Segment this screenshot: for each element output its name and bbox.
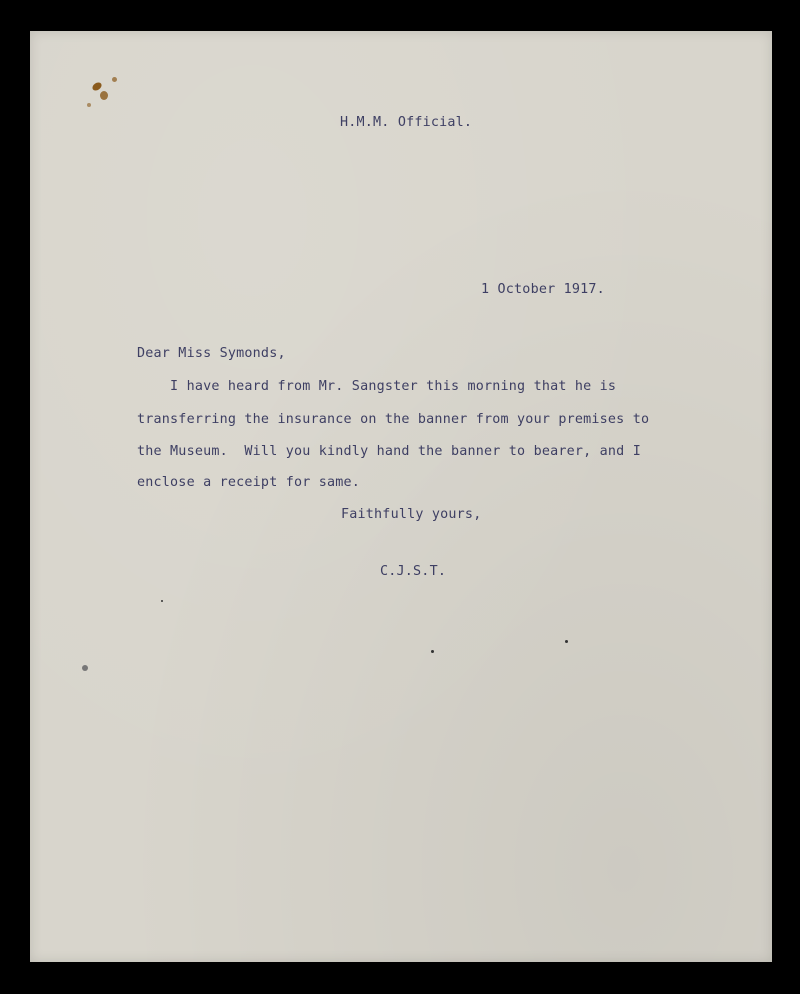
body-line: enclose a receipt for same.: [137, 475, 361, 490]
body-line: transferring the insurance on the banner from your premises to: [137, 412, 650, 427]
paper-speck: [431, 650, 434, 653]
rust-stain: [100, 91, 108, 100]
body-line: I have heard from Mr. Sangster this morning that he is: [137, 379, 617, 394]
closing: Faithfully yours,: [341, 507, 482, 522]
body-line: the Museum. Will you kindly hand the banner to bearer, and I: [137, 444, 641, 459]
letter-date: 1 October 1917.: [481, 282, 605, 297]
paper-speck: [82, 665, 88, 671]
rust-stain: [112, 77, 117, 82]
signature-initials: C.J.S.T.: [380, 564, 447, 579]
paper-speck: [161, 600, 163, 602]
salutation: Dear Miss Symonds,: [137, 346, 286, 361]
rust-stain: [87, 103, 91, 107]
letter-page: [30, 31, 772, 962]
paper-speck: [565, 640, 568, 643]
letter-heading: H.M.M. Official.: [340, 115, 473, 130]
